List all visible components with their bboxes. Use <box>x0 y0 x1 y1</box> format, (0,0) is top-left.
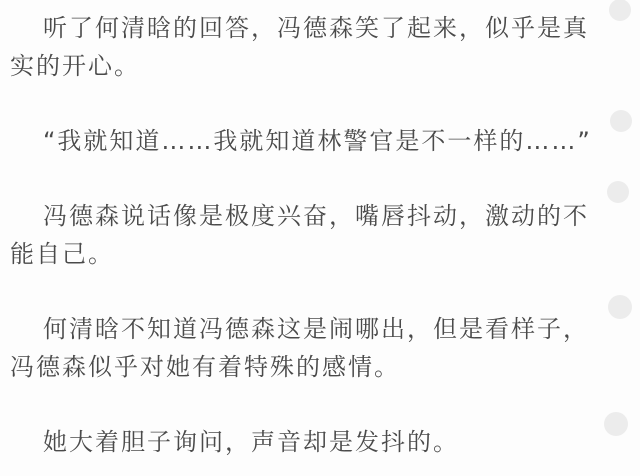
decorative-dot <box>607 181 629 203</box>
paragraph: 听了何清晗的回答，冯德森笑了起来，似乎是真实的开心。 <box>10 14 589 80</box>
paragraph: “我就知道……我就知道林警官是不一样的……” <box>43 127 592 155</box>
decorative-dot <box>609 0 631 21</box>
decorative-dot <box>604 412 628 436</box>
paragraph: 何清晗不知道冯德森这是闹哪出，但是看样子，冯德森似乎对她有着特殊的感情。 <box>10 315 589 381</box>
decorative-dot <box>608 295 632 319</box>
paragraph: 冯德森说话像是极度兴奋，嘴唇抖动，激动的不能自己。 <box>10 202 589 268</box>
decorative-dot <box>610 110 632 132</box>
paragraph: 她大着胆子询问，声音却是发抖的。 <box>43 428 459 456</box>
